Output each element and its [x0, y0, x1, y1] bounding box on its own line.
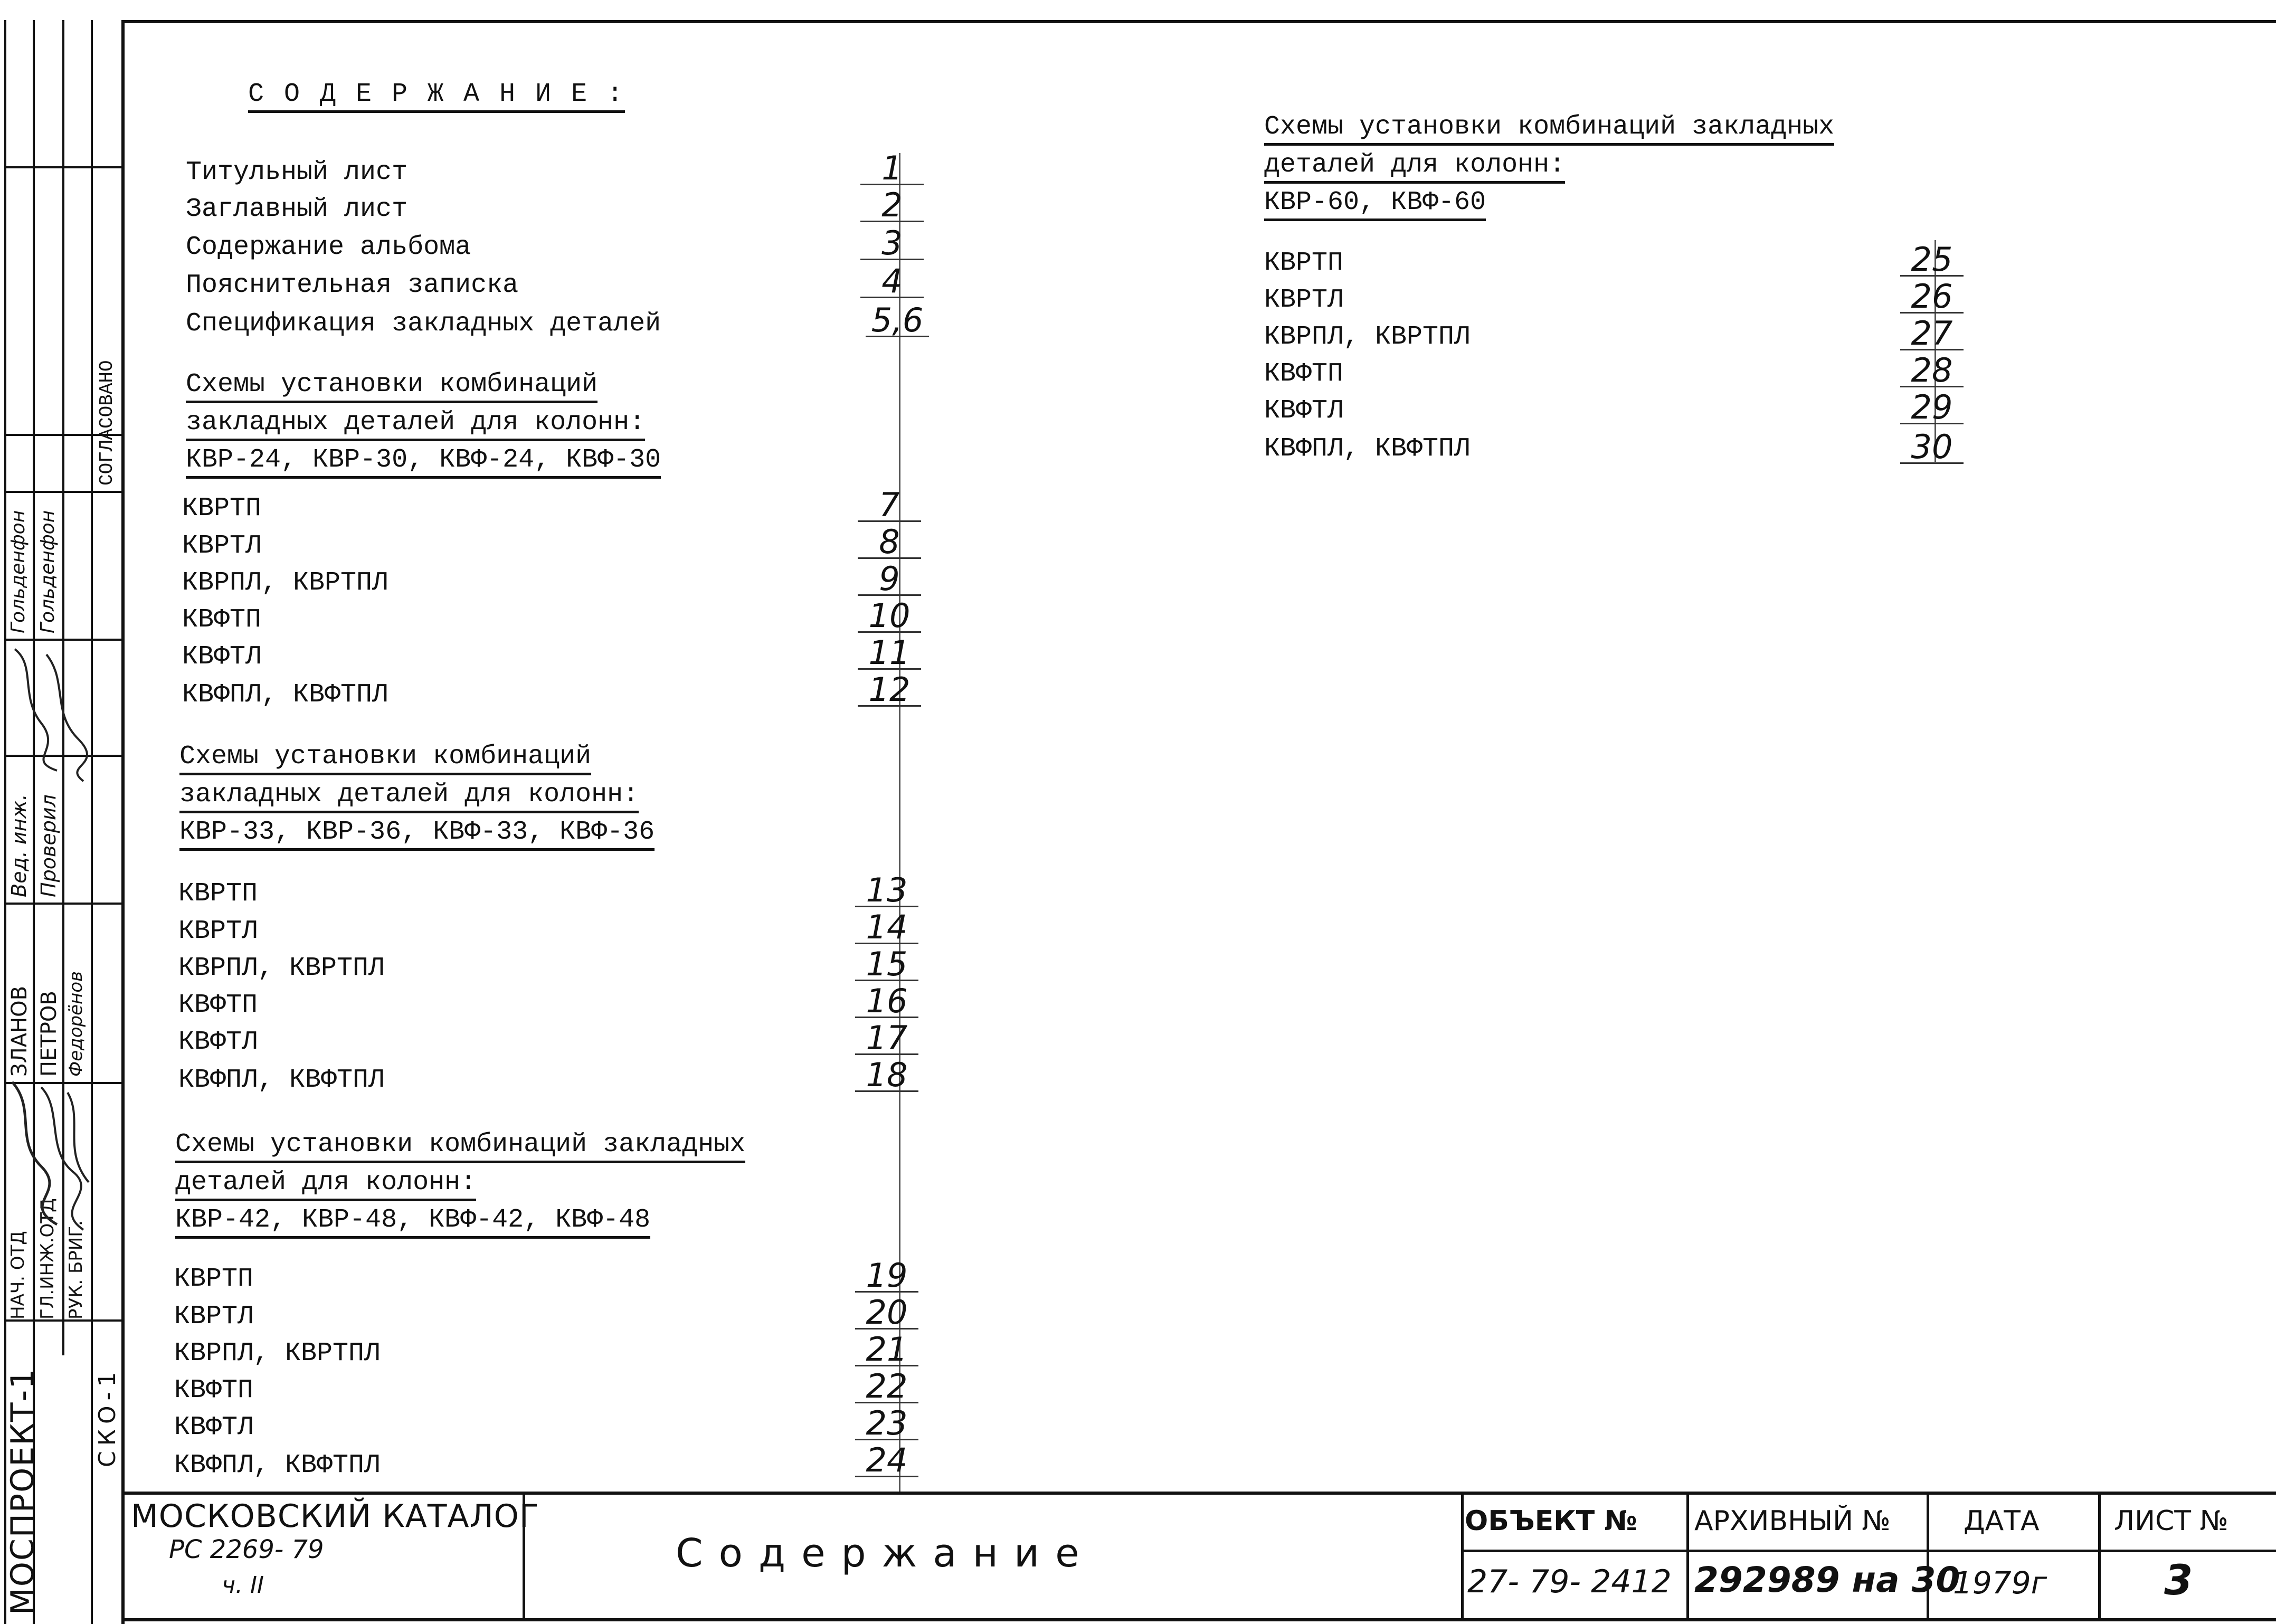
side-org: МОСПРОЕКТ-1: [4, 1367, 41, 1615]
section3-item-6: КВФПЛ, КВФТПЛ: [174, 1450, 381, 1480]
section1-item-6: КВФПЛ, КВФТПЛ: [182, 680, 388, 710]
section3-page-4: 22: [845, 1367, 929, 1405]
side-row-line-3: [4, 491, 124, 493]
section1-item-5: КВФТЛ: [182, 642, 262, 672]
section3-heading-3: КВР-42, КВР-48, КВФ-42, КВФ-48: [175, 1205, 650, 1239]
section4-page-6: 30: [1890, 428, 1974, 466]
section2-page-4: 16: [845, 982, 929, 1020]
toc-item-2: Заглавный лист: [186, 194, 408, 224]
section3-item-2: КВРТЛ: [174, 1302, 254, 1332]
catalog-part: ч. II: [222, 1572, 264, 1599]
side-name2-1: Гольденфон: [7, 510, 29, 633]
toc-page-3: 3: [850, 224, 934, 262]
titleblock-div-5: [2098, 1492, 2101, 1621]
section1-page-4: 10: [847, 596, 932, 635]
section4-page-2: 26: [1890, 277, 1974, 316]
titleblock-bottom-line: [121, 1618, 2276, 1621]
titleblock-div-3: [1686, 1492, 1689, 1621]
side-role-2: ГЛ.ИНЖ.ОТД: [37, 1198, 58, 1319]
section3-page-2: 20: [845, 1293, 929, 1332]
section1-page-5: 11: [847, 633, 932, 672]
catalog-name: МОСКОВСКИЙ КАТАЛОГ: [131, 1498, 539, 1535]
archive-label: АРХИВНЫЙ №: [1694, 1505, 1891, 1537]
section3-item-3: КВРПЛ, КВРТПЛ: [174, 1338, 381, 1369]
section1-page-3: 9: [847, 559, 932, 598]
section1-heading-1: Схемы установки комбинаций: [186, 369, 598, 403]
section4-heading-2: деталей для колонн:: [1264, 150, 1565, 184]
section1-page-6: 12: [847, 670, 932, 709]
catalog-code: РС 2269- 79: [169, 1535, 324, 1564]
side-role-3: РУК. БРИГ.: [65, 1220, 87, 1319]
section2-item-5: КВФТЛ: [178, 1027, 258, 1057]
section4-item-2: КВРТЛ: [1264, 285, 1344, 315]
section2-heading-1: Схемы установки комбинаций: [179, 742, 591, 775]
section1-item-1: КВРТП: [182, 493, 262, 524]
section2-page-5: 17: [845, 1019, 929, 1057]
side-role2-1: Вед. инж.: [7, 794, 31, 897]
page-title: С О Д Е Р Ж А Н И Е :: [248, 79, 625, 113]
section4-item-6: КВФПЛ, КВФТПЛ: [1264, 434, 1471, 464]
section3-item-4: КВФТП: [174, 1375, 254, 1405]
toc-page-4: 4: [850, 262, 934, 300]
section2-heading-2: закладных деталей для колонн:: [179, 780, 639, 813]
side-role2-2: Проверил: [37, 794, 60, 897]
section3-item-5: КВФТЛ: [174, 1412, 254, 1442]
section1-page-1: 7: [847, 486, 932, 524]
side-role-1: НАЧ. ОТД: [7, 1231, 29, 1319]
frame-left-line: [121, 20, 125, 1624]
archive-value: 292989 на 30: [1694, 1560, 1960, 1600]
toc-item-5: Спецификация закладных деталей: [186, 309, 661, 339]
section1-page-2: 8: [847, 523, 932, 561]
sheet-number-value: 3: [2164, 1557, 2193, 1604]
side-row-line-1: [4, 166, 124, 168]
section1-heading-2: закладных деталей для колонн:: [186, 407, 645, 441]
section2-page-6: 18: [845, 1056, 929, 1094]
section2-item-2: КВРТЛ: [178, 916, 258, 946]
section3-page-1: 19: [845, 1256, 929, 1295]
object-label: ОБЪЕКТ №: [1465, 1505, 1637, 1537]
section2-page-3: 15: [845, 945, 929, 983]
section4-item-1: КВРТП: [1264, 248, 1344, 278]
section1-item-2: КВРТЛ: [182, 531, 262, 561]
section3-page-5: 23: [845, 1404, 929, 1442]
section3-heading-2: деталей для колонн:: [175, 1167, 476, 1201]
side-code: СКО-1: [94, 1366, 121, 1467]
section3-heading-1: Схемы установки комбинаций закладных: [175, 1129, 745, 1163]
toc-page-2: 2: [850, 186, 934, 224]
section3-item-1: КВРТП: [174, 1264, 254, 1294]
section2-item-3: КВРПЛ, КВРТПЛ: [178, 953, 385, 983]
side-row-line-8: [4, 1319, 124, 1322]
section1-item-3: КВРПЛ, КВРТПЛ: [182, 568, 388, 598]
section3-page-3: 21: [845, 1330, 929, 1369]
titleblock-top-line: [121, 1492, 2276, 1495]
signature-scribbles: [4, 633, 94, 1319]
titleblock-div-2: [1461, 1492, 1464, 1621]
section4-item-4: КВФТП: [1264, 359, 1344, 389]
section2-item-1: КВРТП: [178, 879, 258, 909]
side-name-3: Федорёнов: [65, 971, 87, 1077]
section4-heading-1: Схемы установки комбинаций закладных: [1264, 112, 1834, 146]
section2-item-6: КВФПЛ, КВФТПЛ: [178, 1065, 385, 1095]
side-name2-2: Гольденфон: [37, 510, 59, 633]
section4-heading-3: КВР-60, КВФ-60: [1264, 187, 1486, 221]
section2-item-4: КВФТП: [178, 990, 258, 1020]
section4-item-3: КВРПЛ, КВРТПЛ: [1264, 322, 1471, 352]
section2-heading-3: КВР-33, КВР-36, КВФ-33, КВФ-36: [179, 817, 655, 851]
titleblock-div-4: [1927, 1492, 1929, 1621]
side-name-2: ПЕТРОВ: [37, 991, 61, 1077]
section2-page-2: 14: [845, 908, 929, 946]
date-value: 1979г: [1953, 1565, 2047, 1601]
section2-page-1: 13: [845, 871, 929, 909]
date-label: ДАТА: [1964, 1505, 2040, 1537]
section4-page-5: 29: [1890, 388, 1974, 426]
section4-page-3: 27: [1890, 314, 1974, 353]
side-name-1: ЗЛАНОВ: [7, 985, 32, 1077]
section3-page-6: 24: [845, 1441, 929, 1479]
toc-item-1: Титульный лист: [186, 157, 408, 187]
toc-page-1: 1: [850, 149, 934, 187]
toc-page-5: 5,6: [855, 301, 940, 339]
toc-item-4: Пояснительная записка: [186, 270, 519, 300]
titleblock-mid-line: [1462, 1550, 2276, 1552]
section1-item-4: КВФТП: [182, 605, 262, 635]
side-agreed: СОГЛАСОВАНО: [96, 360, 118, 486]
sheet-number-label: ЛИСТ №: [2114, 1505, 2228, 1537]
frame-top-line: [121, 20, 2276, 23]
section4-page-1: 25: [1890, 240, 1974, 279]
sheet-title: Содержание: [676, 1531, 1095, 1576]
toc-item-3: Содержание альбома: [186, 232, 471, 262]
section1-heading-3: КВР-24, КВР-30, КВФ-24, КВФ-30: [186, 445, 661, 479]
section4-page-4: 28: [1890, 351, 1974, 390]
section4-item-5: КВФТЛ: [1264, 396, 1344, 426]
object-value: 27- 79- 2412: [1467, 1563, 1672, 1600]
